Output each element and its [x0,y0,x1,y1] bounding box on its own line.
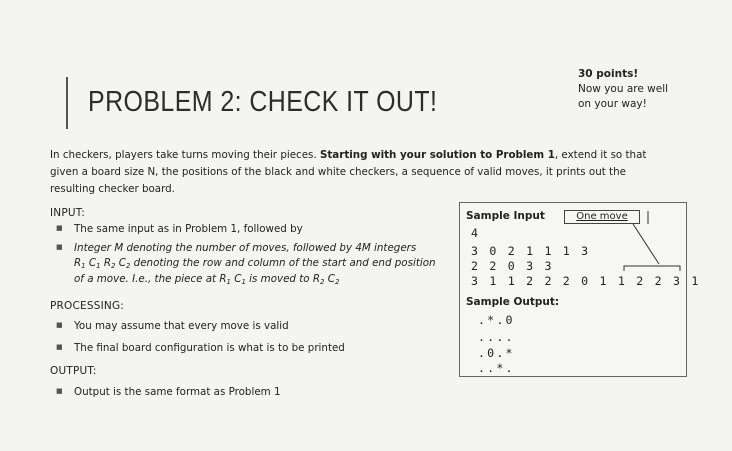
input-item-2-line-2-text: $R_1$ $C_1$ $R_2$ $C_2$ denoting the row and column of the start and end position [74,257,436,270]
sample-input-line-4: 3 1 1 2 2 2 0 1 1 2 2 3 1 [471,274,701,288]
points-line-2: Now you are well [578,83,669,95]
input-item-1-text: The same input as in Problem 1, followed by [74,223,303,235]
sample-input-line-2: 3 0 2 1 1 1 3 [471,244,591,258]
bullet-icon: ■ [56,343,63,351]
intro-bold: Starting with your solution to Problem 1 [319,149,555,161]
input-heading: INPUT: [50,207,85,219]
bullet-icon: ■ [56,224,63,232]
output-item-1-text: Output is the same format as Problem 1 [74,386,281,398]
input-item-2-line-3-text: of a move. I.e., the piece at $R_1$ $C_1$ is moved to $R_2$ $C_2$ [74,273,340,286]
sample-output-line-2: .... [478,330,515,344]
sample-input-label: Sample Input [466,210,545,222]
output-heading: OUTPUT: [50,365,97,377]
intro-text-1: In checkers, players take turns moving their pieces. [50,149,320,161]
bullet-icon: ■ [56,321,63,329]
bullet-icon: ■ [56,387,63,395]
processing-item-2-text: The final board configuration is what is to be printed [74,342,345,354]
sample-output-label: Sample Output: [466,296,560,308]
points-line-3: on your way! [578,98,647,110]
page-title: PROBLEM 2: CHECK IT OUT! [88,86,438,118]
bullet-icon: ■ [56,243,63,251]
sample-input-line-3: 2 2 0 3 3 [471,259,554,273]
processing-item-1-text: You may assume that every move is valid [74,320,289,332]
input-item-2-line-1: Integer M denoting the number of moves, followed by 4M integers [74,242,417,254]
sample-input-line-1: 4 [471,226,481,240]
one-move-callout: One move [564,210,640,224]
points-value: 30 points! [578,68,639,80]
intro-text-2: , extend it so that given a board size N, the positions of the black and white checkers, a sequence of valid moves, it prints out the resulting checker board. [50,149,647,195]
sample-output-line-1: .*.0 [478,313,515,327]
sample-output-line-4: ..*. [478,361,515,375]
sample-output-line-3: .0.* [478,346,515,360]
processing-heading: PROCESSING: [50,300,125,312]
